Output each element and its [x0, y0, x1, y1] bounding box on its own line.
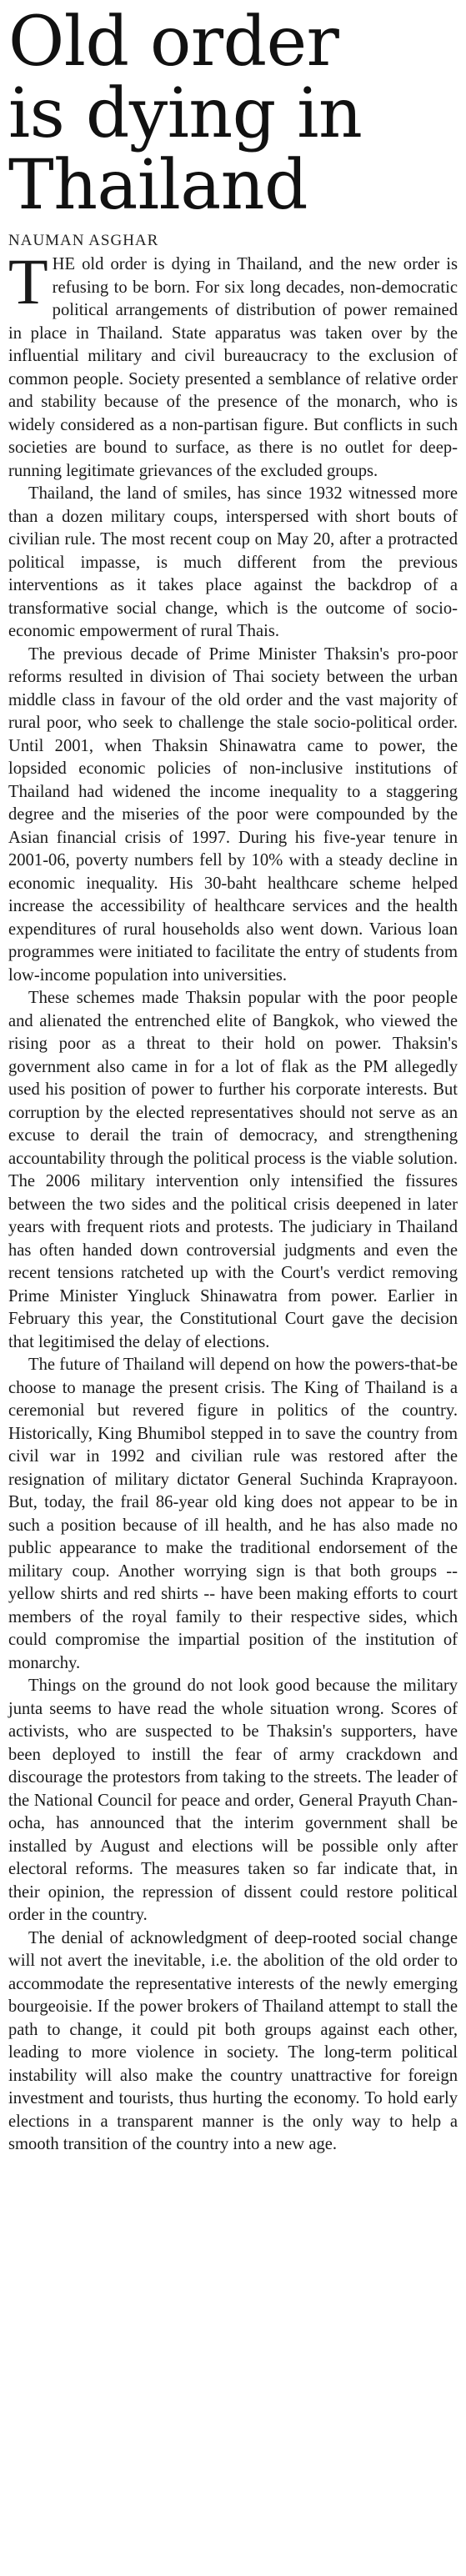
headline-line-1: Old order: [8, 3, 339, 82]
headline-line-3: Thailand: [8, 146, 308, 225]
paragraph-1: [8, 245, 458, 483]
paragraph-3: The previous decade of Prime Minister Thaksin's pro-poor reforms resulted in division of Thai society between the urban middle class in favour of the old order and the vast majority of rural poor, who seek to challenge the stale socio-political order. Until 2001, when Thaksin Shinawatra came to power, the lopsided economic policies of non-inclusive institutions of Thailand had widened the income inequality to a staggering degree and the miseries of the poor were compounded by the Asian financial crisis of 1997. During his five-year tenure in 2001-06, poverty numbers fell by 10% with a steady decline in economic inequality. His 30-baht healthcare scheme helped increase the accessibility of healthcare services and the health expenditures of rural households also went down. Various loan programmes were initiated to facilitate the entry of students from low-income population into universities.: [8, 644, 458, 985]
paragraph-1-text: HE old order is dying in Thailand, and the new order is refusing to be born. For six long decades, non-democratic political arrangements of distribution of power remained in place in Thailand. State apparatus was taken over by the influential military and civil bureaucracy to the exclusion of common people. Society presented a semblance of relative order and stability because of the presence of the monarch, who is widely considered as a non-partisan figure. But conflicts in such societies are bound to surface, as there is no outlet for deep-running legitimate grievances of the excluded groups.: [8, 255, 458, 480]
headline-line-2: is dying in: [8, 74, 363, 153]
headline: [8, 0, 458, 225]
drop-cap: T: [8, 245, 48, 318]
paragraph-6: Things on the ground do not look good because the military junta seems to have read the whole situation wrong. Scores of activists, who are suspected to be Thaksin's supporters, have been deployed to instill the fear of army crackdown and discourage the protestors from taking to the streets. The leader of the National Council for peace and order, General Prayuth Chan-ocha, has announced that the interim government shall be installed by August and elections will be possible only after electoral reforms. The measures taken so far indicate that, in their opinion, the repression of dissent could restore political order in the country.: [8, 1676, 458, 1924]
paragraph-2: Thailand, the land of smiles, has since 1932 witnessed more than a dozen military coups, interspersed with short bouts of civilian rule. The most recent coup on May 20, after a protracted political impasse, is much different from the previous interventions as it takes place against the backdrop of a transformative social change, which is the outcome of socio-economic empowerment of rural Thais.: [8, 484, 458, 640]
article: [8, 0, 458, 2576]
paragraph-4: These schemes made Thaksin popular with the poor people and alienated the entrenched elite of Bangkok, who viewed the rising poor as a threat to their hold on power. Thaksin's government also came in for a lot of flak as the PM allegedly used his position of power to further his corporate interests. But corruption by the elected representatives should not serve as an excuse to derail the train of democracy, and strengthening accountability through the political process is the viable solution. The 2006 military intervention only intensified the fissures between the two sides and the political crisis deepened in later years with frequent riots and protests. The judiciary in Thailand has often handed down controversial judgments and even the recent tensions ratcheted up with the Court's verdict removing Prime Minister Yingluck Shinawatra from power. Earlier in February this year, the Constitutional Court gave the decision that legitimised the delay of elections.: [8, 989, 458, 1351]
article-body: [8, 245, 458, 2157]
paragraph-5: The future of Thailand will depend on how the powers-that-be choose to manage the present crisis. The King of Thailand is a ceremonial but revered figure in politics of the country. Historically, King Bhumibol stepped in to save the country from civil war in 1992 and civilian rule was restored after the resignation of military dictator General Suchinda Kraprayoon. But, today, the frail 86-year old king does not appear to be in such a position because of ill health, and he has also made no public appearance to make the traditional endorsement of the military coup. Another worrying sign is that both groups -- yellow shirts and red shirts -- have been making efforts to court members of the royal family to their respective sides, which could compromise the impartial position of the institution of monarchy.: [8, 1356, 458, 1672]
byline: NAUMAN ASGHAR: [8, 232, 159, 249]
paragraph-7: The denial of acknowledgment of deep-rooted social change will not avert the inevitable, i.e. the abolition of the old order to accommodate the representative interests of the newly emerging bourgeoisie. If the power brokers of Thailand attempt to stall the path to change, it could pit both groups against each other, leading to more violence in society. The long-term political instability will also make the country unattractive for foreign investment and tourists, thus hurting the economy. To hold early elections in a transparent manner is the only way to help a smooth transition of the country into a new age.: [8, 1928, 458, 2153]
